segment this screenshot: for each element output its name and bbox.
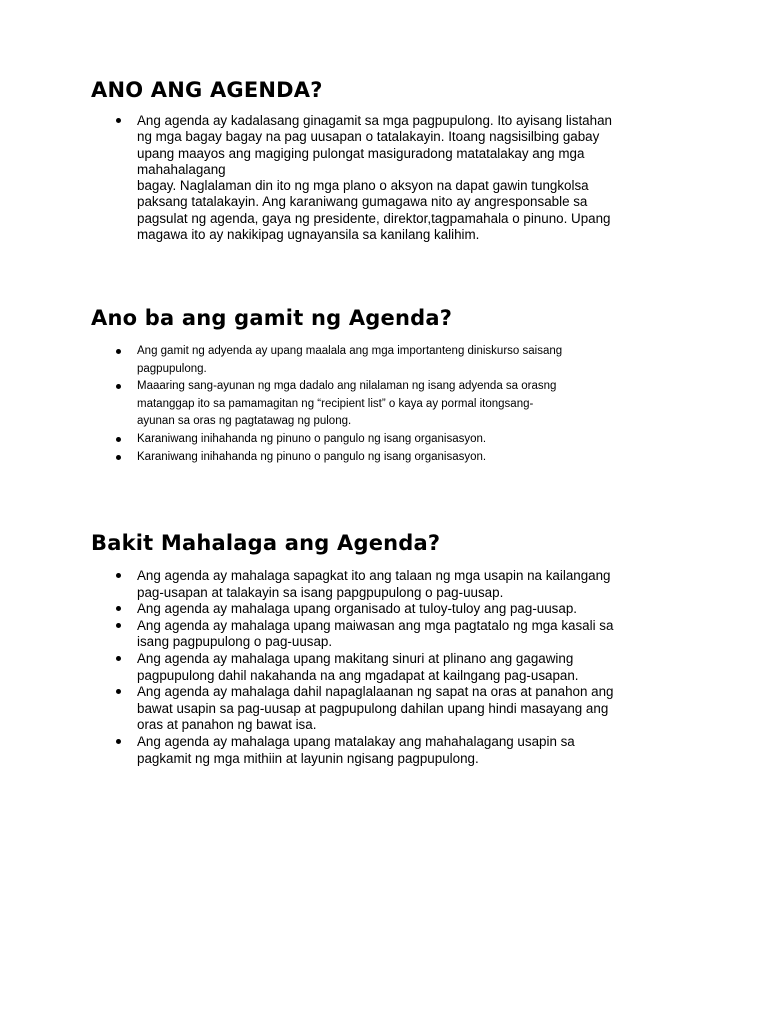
list-item: Ang agenda ay mahalaga dahil napaglalaanan ng sapat na oras at panahon ang bawat usapin sa pag-uusap at pagpupulong dahilan upang hindi masayang ang oras at panahon ng bawat isa. (137, 684, 677, 734)
list-item: Ang agenda ay mahalaga upang makitang sinuri at plinano ang gagawing pagpupulong dahil nakahanda na ang mgadapat at kailngang pag-usapan. (137, 651, 677, 684)
list-item: Ang agenda ay mahalaga upang matalakay ang mahahalagang usapin sa pagkamit ng mga mithiin at layunin ngisang pagpupulong. (137, 734, 677, 767)
bullet-list-ano-ang-agenda (137, 113, 677, 243)
section-heading-gamit-ng-agenda: Ano ba ang gamit ng Agenda? (91, 306, 453, 330)
section-heading-bakit-mahalaga: Bakit Mahalaga ang Agenda? (91, 531, 441, 555)
list-item: Maaaring sang-ayunan ng mga dadalo ang nilalaman ng isang adyenda sa orasng matanggap ito sa pamamagitan ng “recipient list” o kaya ay pormal itongsang- ayunan sa oras ng pagtatawag ng pulong. (137, 378, 677, 431)
list-item: Ang agenda ay mahalaga upang organisado at tuloy-tuloy ang pag-uusap. (137, 601, 677, 618)
bullet-list-bakit-mahalaga (137, 568, 677, 767)
section-heading-ano-ang-agenda: ANO ANG AGENDA? (91, 78, 323, 102)
list-item: Karaniwang inihahanda ng pinuno o pangulo ng isang organisasyon. (137, 431, 677, 449)
bullet-list-gamit-ng-agenda (137, 343, 677, 466)
list-item: Ang agenda ay mahalaga upang maiwasan ang mga pagtatalo ng mga kasali sa isang pagpupulong o pag-uusap. (137, 618, 677, 651)
list-item: Ang agenda ay kadalasang ginagamit sa mga pagpupulong. Ito ayisang listahan ng mga bagay bagay na pag uusapan o tatalakayin. Itoang nagsisilbing gabay upang maayos ang magiging pulongat masiguradong matatalakay ang mga mahahalagang bagay. Naglalaman din ito ng mga plano o aksyon na dapat gawin tungkolsa paksang tatalakayin. Ang karaniwang gumagawa nito ay angresponsable sa pagsulat ng agenda, gaya ng presidente, direktor,tagpamahala o pinuno. Upang magawa ito ay nakikipag ugnayansila sa kanilang kalihim. (137, 113, 677, 243)
list-item: Karaniwang inihahanda ng pinuno o pangulo ng isang organisasyon. (137, 449, 677, 467)
list-item: Ang gamit ng adyenda ay upang maalala ang mga importanteng diniskurso saisang pagpupulong. (137, 343, 677, 378)
list-item: Ang agenda ay mahalaga sapagkat ito ang talaan ng mga usapin na kailangang pag-usapan at talakayin sa isang papgpupulong o pag-uusap. (137, 568, 677, 601)
